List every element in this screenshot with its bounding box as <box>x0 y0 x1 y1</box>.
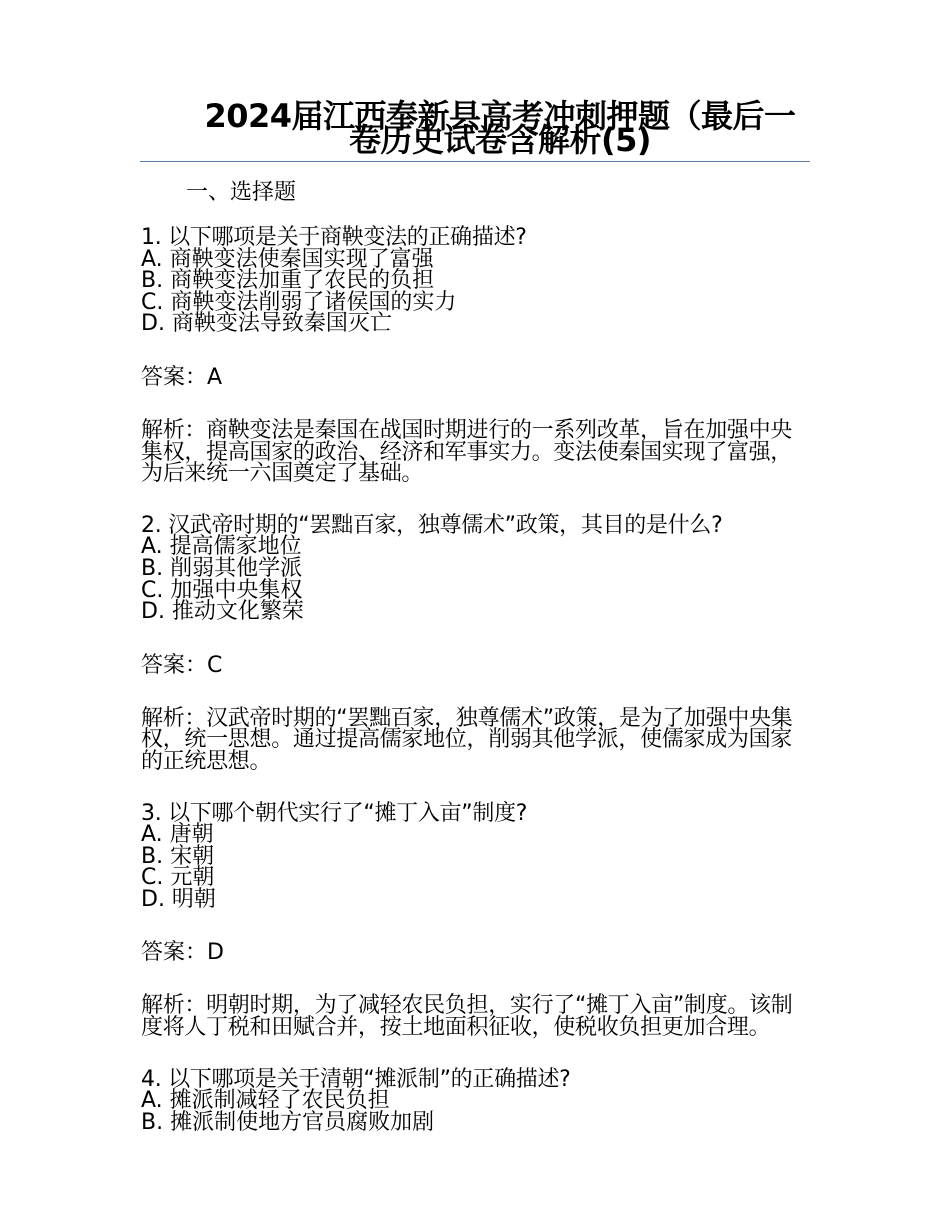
question-4 <box>141 1066 813 1135</box>
answer-text: 答案：D <box>141 940 224 966</box>
option-b: B. 摊派制使地方官员腐败加剧 <box>141 1109 435 1135</box>
option-c: C. 元朝 <box>141 865 215 891</box>
option-c: C. 商鞅变法削弱了诸侯国的实力 <box>141 289 457 315</box>
title-underline <box>140 161 810 162</box>
option-a: A. 唐朝 <box>141 822 214 848</box>
option-b: B. 宋朝 <box>141 843 215 869</box>
section-heading: 一、选择题 <box>186 180 297 205</box>
option-d: D. 推动文化繁荣 <box>141 599 304 625</box>
option-c: C. 加强中央集权 <box>141 577 303 603</box>
option-d: D. 明朝 <box>141 886 216 912</box>
answer-text: 答案：C <box>141 652 223 678</box>
questions-container <box>141 227 813 1133</box>
question-3 <box>141 800 813 1041</box>
option-a: A. 摊派制减轻了农民负担 <box>141 1088 390 1114</box>
answer-text: 答案：A <box>141 364 223 390</box>
question-stem: 1. 以下哪项是关于商鞅变法的正确描述? <box>141 225 527 250</box>
option-a: A. 商鞅变法使秦国实现了富强 <box>141 246 434 272</box>
document-title: 2024届江西奉新县高考冲刺押题（最后一卷历史试卷含解析(5) <box>204 97 796 159</box>
analysis-text: 解析：明朝时期，为了减轻农民负担，实行了“摊丁入亩”制度。该制度将人丁税和田赋合并，按土地面积征收，使税收负担更加合理。 <box>141 993 793 1041</box>
analysis-text: 解析：汉武帝时期的“罢黜百家，独尊儒术”政策，是为了加强中央集权，统一思想。通过提高儒家地位，削弱其他学派，使儒家成为国家的正统思想。 <box>141 705 793 774</box>
question-stem: 4. 以下哪项是关于清朝“摊派制”的正确描述? <box>141 1066 571 1092</box>
question-stem: 2. 汉武帝时期的“罢黜百家，独尊儒术”政策，其目的是什么? <box>141 512 723 538</box>
option-a: A. 提高儒家地位 <box>141 534 302 560</box>
analysis-text: 解析：商鞅变法是秦国在战国时期进行的一系列改革，旨在加强中央集权，提高国家的政治、经济和军事实力。变法使秦国实现了富强，为后来统一六国奠定了基础。 <box>141 417 793 487</box>
question-stem: 3. 以下哪个朝代实行了“摊丁入亩”制度? <box>141 800 528 826</box>
option-b: B. 削弱其他学派 <box>141 555 303 581</box>
question-1 <box>141 227 813 485</box>
option-b: B. 商鞅变法加重了农民的负担 <box>141 268 435 294</box>
question-2 <box>141 512 813 774</box>
option-d: D. 商鞅变法导致秦国灭亡 <box>141 311 392 337</box>
